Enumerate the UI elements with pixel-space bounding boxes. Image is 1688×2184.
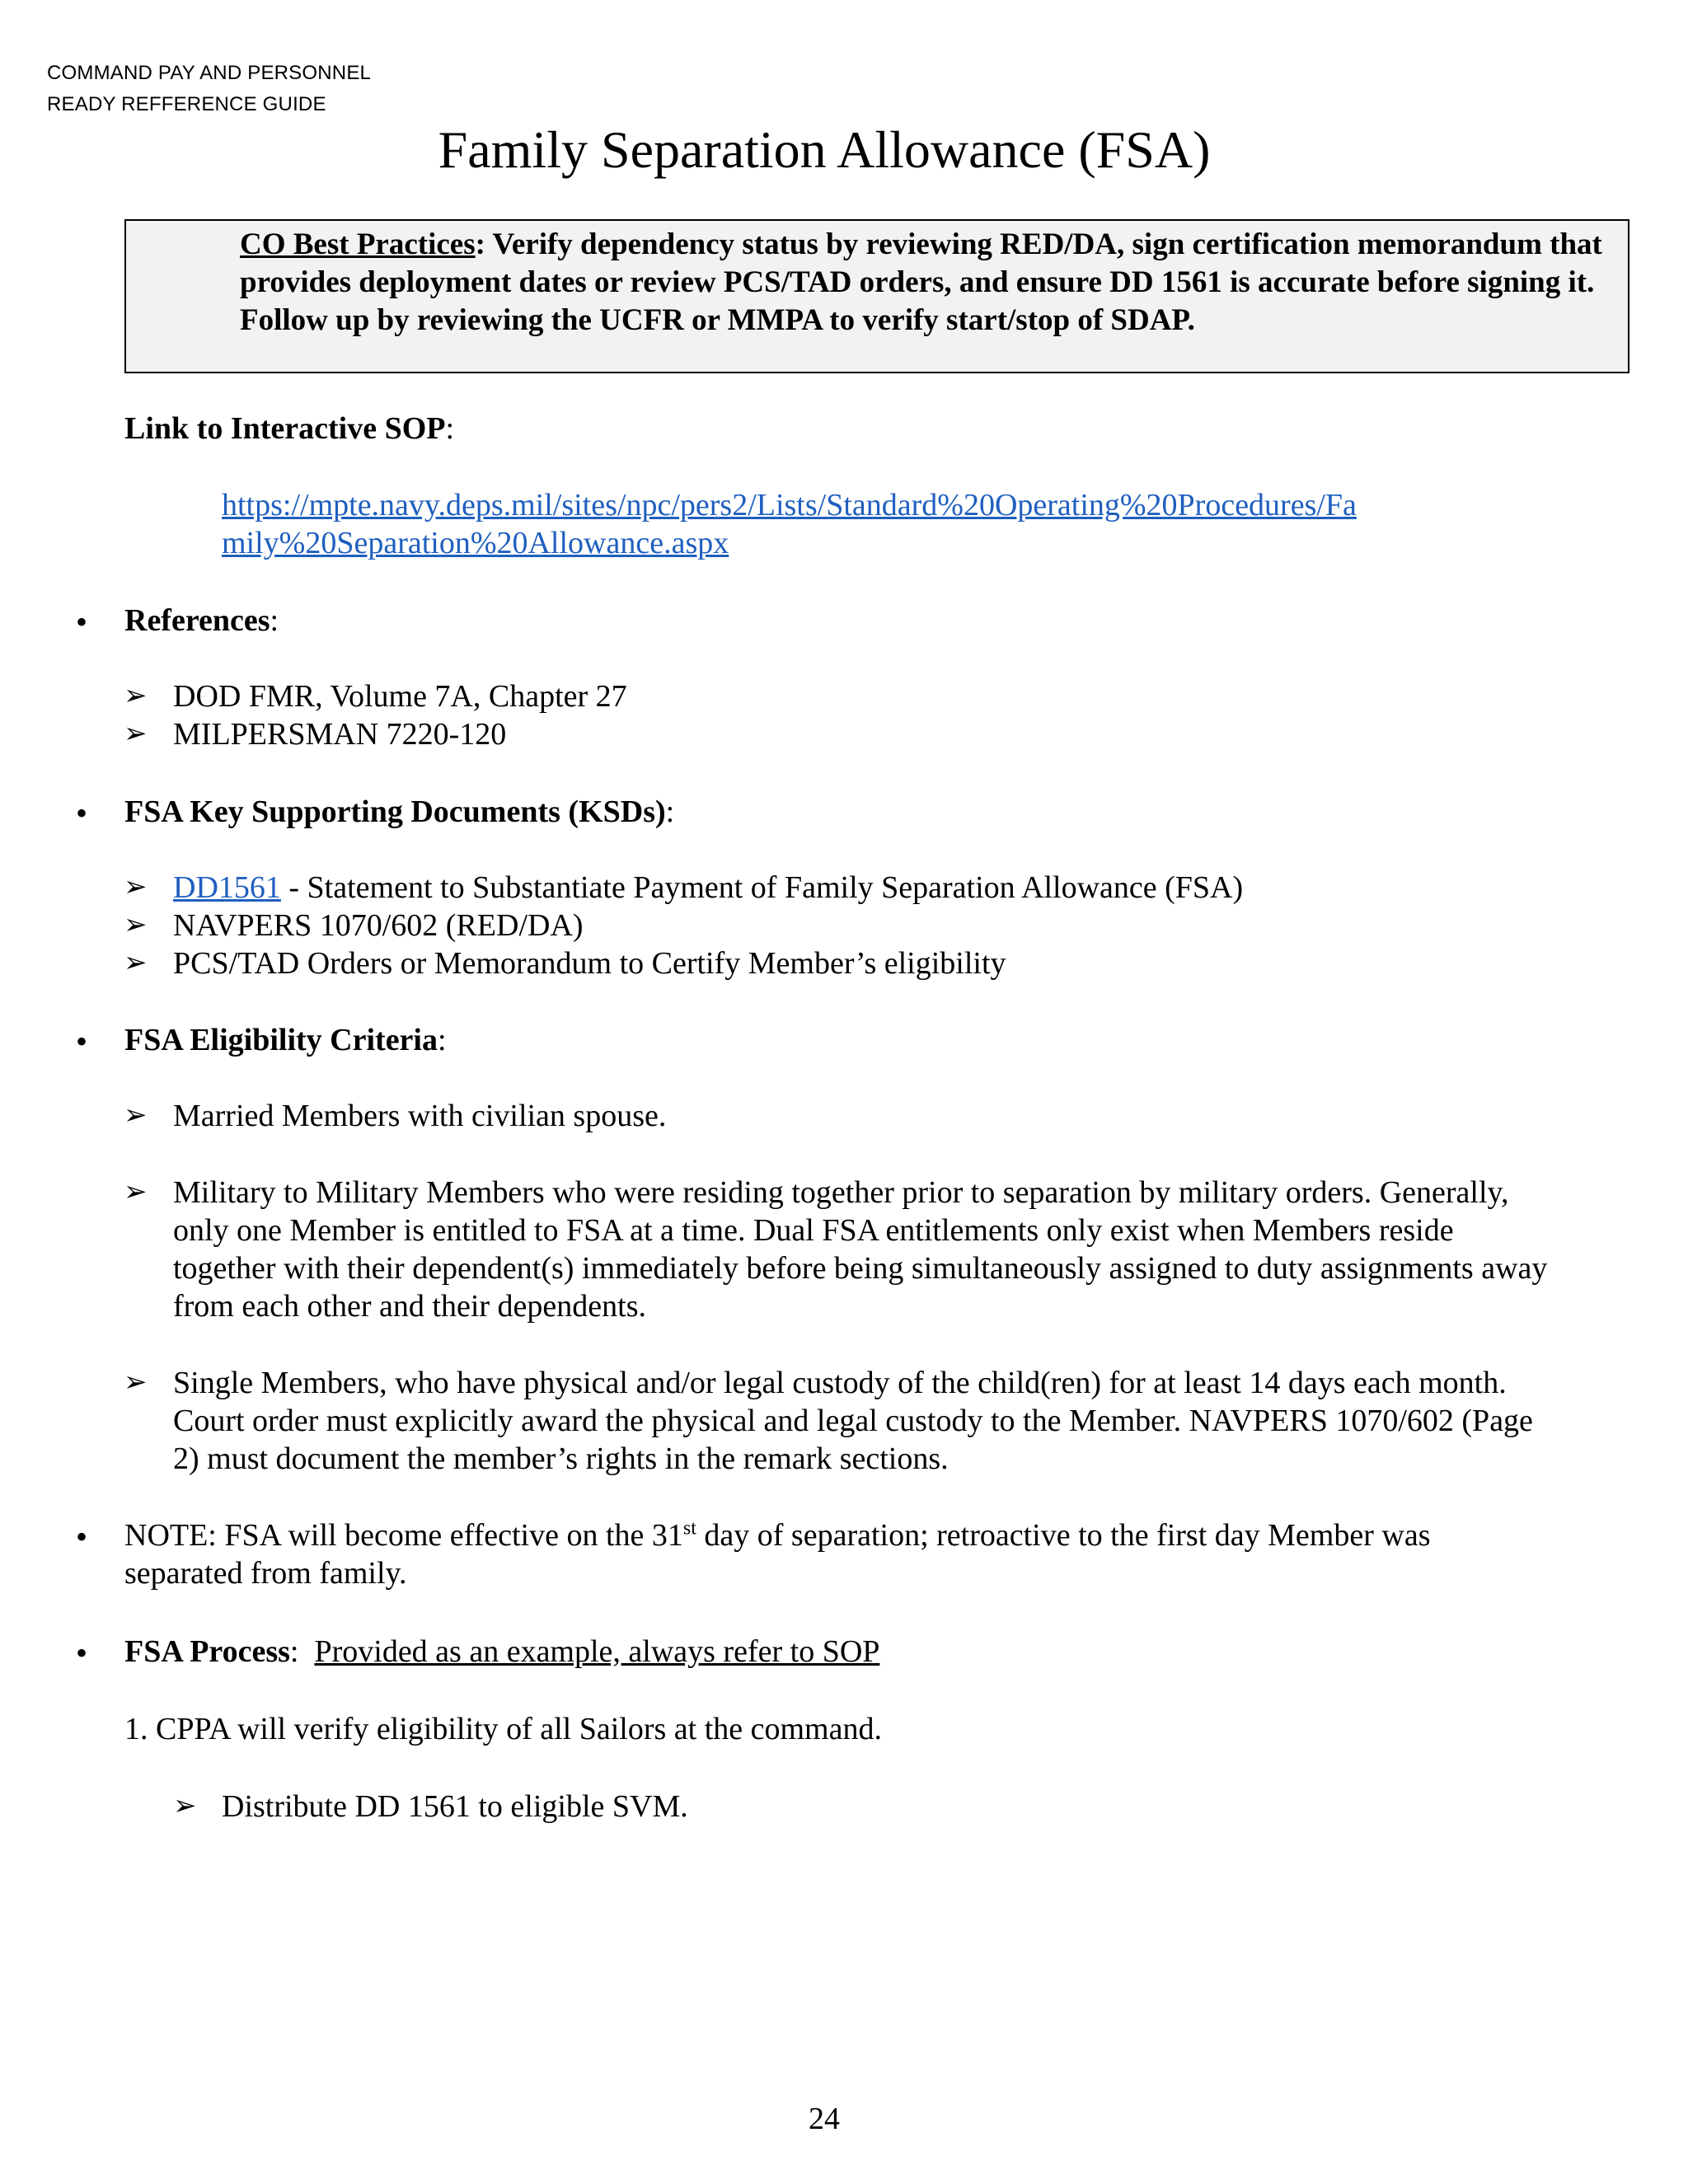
eligibility-heading [124,1021,447,1059]
bullet-icon: • [76,1518,88,1555]
text-line: Single Members, who have physical and/or legal custody of the child(ren) for at least 14 days each month. [173,1366,1507,1400]
sop-heading [124,410,454,448]
arrow-bullet-icon: ➢ [124,948,148,978]
arrow-bullet-icon: ➢ [173,1791,197,1821]
bullet-icon: • [76,1023,88,1060]
process-label: FSA Process [124,1634,290,1669]
note-text [124,1516,1430,1592]
reference-item: MILPERSMAN 7220-120 [173,717,507,752]
dd1561-link[interactable]: DD1561 [173,870,281,905]
references-label: References [124,603,270,638]
best-practices-text [240,226,1618,340]
text-line: Court order must explicitly award the physical and legal custody to the Member. NAVPERS 1070/602 (Page [173,1404,1533,1438]
note-line-2: separated from family. [124,1556,407,1591]
best-practices-label: CO Best Practices [240,227,476,261]
note-post: day of separation; retroactive to the first day Member was [696,1518,1431,1553]
process-sop-note: Provided as an example, always refer to SOP [314,1634,880,1669]
header-line-2: READY REFFERENCE GUIDE [47,93,326,115]
best-practices-body: : Verify dependency status by reviewing RED/DA, sign certification memorandum that provides deployment dates or review PCS/TAD orders, and ensure DD 1561 is accurate before signing it. Follow up by reviewing the UCFR or MMPA to verify start/stop of SDAP. [240,227,1602,337]
header-line-1: COMMAND PAY AND PERSONNEL [47,62,372,84]
best-practices-box [124,219,1629,373]
arrow-bullet-icon: ➢ [124,681,148,711]
ksd-item: PCS/TAD Orders or Memorandum to Certify Member’s eligibility [173,946,1006,981]
references-heading [124,602,279,640]
text-line: only one Member is entitled to FSA at a time. Dual FSA entitlements only exist when Members reside [173,1213,1454,1248]
eligibility-label: FSA Eligibility Criteria [124,1023,438,1057]
ksd-heading [124,793,674,831]
page-number: 24 [809,2102,840,2136]
page-header [47,58,371,120]
eligibility-colon: : [437,1023,447,1057]
arrow-bullet-icon: ➢ [124,719,148,749]
text-line: Military to Military Members who were residing together prior to separation by military orders. Generally, [173,1175,1509,1210]
eligibility-item-mil-to-mil [173,1174,1547,1325]
process-step-1-sub: Distribute DD 1561 to eligible SVM. [222,1789,688,1824]
dd1561-desc: - Statement to Substantiate Payment of Family Separation Allowance (FSA) [280,870,1244,905]
ksd-colon: : [665,794,675,829]
process-step-1: 1. CPPA will verify eligibility of all Sailors at the command. [124,1712,882,1746]
ksd-label: FSA Key Supporting Documents (KSDs) [124,794,666,829]
arrow-bullet-icon: ➢ [124,1100,148,1131]
eligibility-item: Married Members with civilian spouse. [173,1099,667,1133]
bullet-icon: • [76,794,88,832]
ksd-item: NAVPERS 1070/602 (RED/DA) [173,908,584,943]
sop-url-line-1[interactable]: https://mpte.navy.deps.mil/sites/npc/pers2/Lists/Standard%20Operating%20Procedures/Fa [222,488,1357,523]
arrow-bullet-icon: ➢ [124,1367,148,1398]
process-colon: : [289,1634,315,1669]
bullet-icon: • [76,603,88,640]
sop-label: Link to Interactive SOP [124,411,446,446]
page-title: Family Separation Allowance (FSA) [438,120,1211,179]
bullet-icon: • [76,1634,88,1671]
arrow-bullet-icon: ➢ [124,910,148,940]
note-pre: NOTE: FSA will become effective on the 31 [124,1518,683,1553]
sop-url-line-2[interactable]: mily%20Separation%20Allowance.aspx [222,526,729,560]
ksd-item-dd1561 [173,869,1243,907]
arrow-bullet-icon: ➢ [124,872,148,902]
sop-link[interactable] [222,486,1357,562]
sop-colon: : [445,411,455,446]
process-heading [124,1633,879,1671]
arrow-bullet-icon: ➢ [124,1177,148,1207]
references-colon: : [270,603,279,638]
text-line: from each other and their dependents. [173,1289,646,1324]
note-sup: st [682,1517,696,1540]
text-line: together with their dependent(s) immediately before being simultaneously assigned to duty assignments away [173,1251,1548,1286]
text-line: 2) must document the member’s rights in the remark sections. [173,1441,949,1476]
eligibility-item-single [173,1364,1533,1478]
reference-item: DOD FMR, Volume 7A, Chapter 27 [173,679,627,714]
